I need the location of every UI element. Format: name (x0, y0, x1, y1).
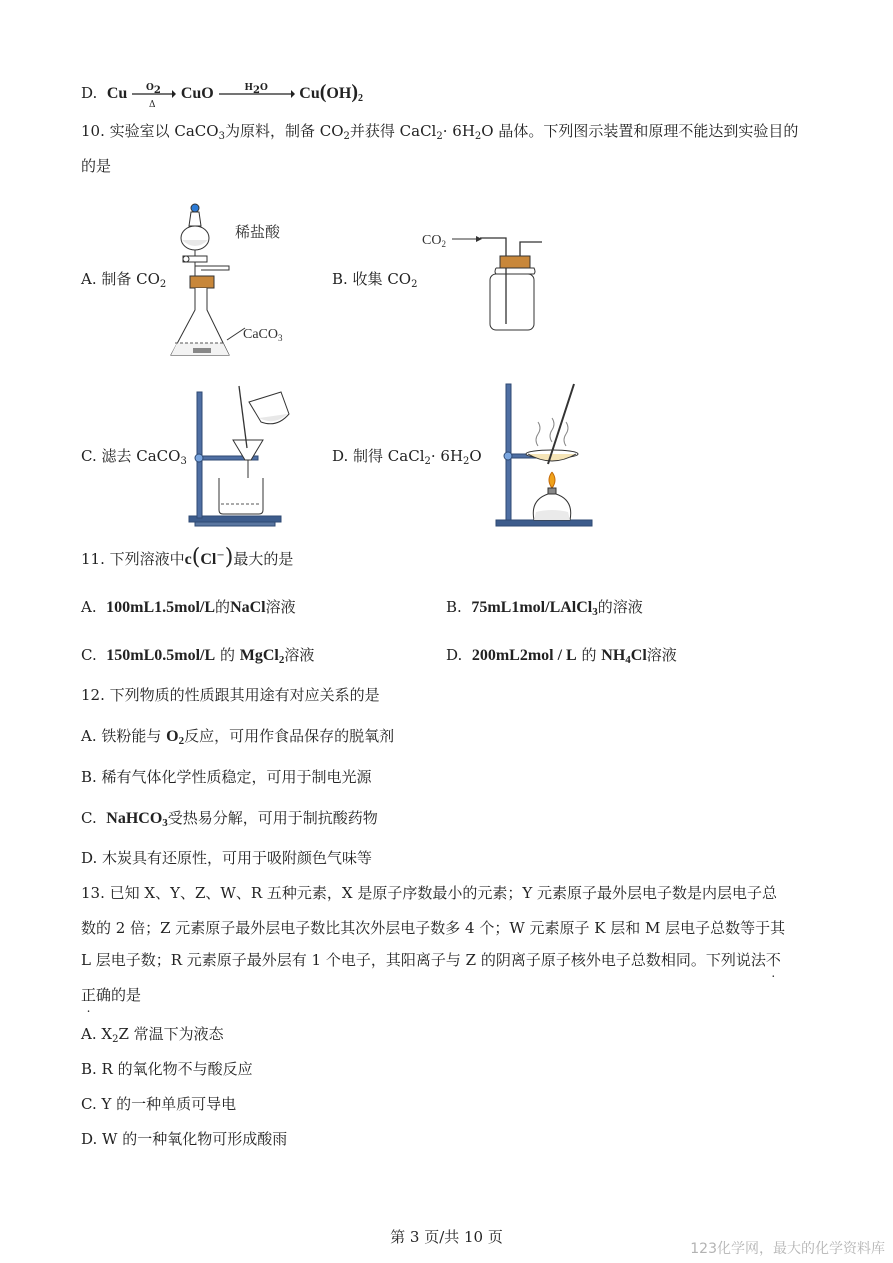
q12-option-a: A. 铁粉能与 $O_2$反应，可用作食品保存的脱氧剂 (81, 727, 395, 747)
option-label: D. (81, 84, 98, 102)
figure-a-co2-generator (165, 200, 305, 365)
q13-option-a: A. $X_2Z$ 常温下为液态 (81, 1025, 224, 1045)
reaction-arrow-o2: $O_2$ Δ (132, 84, 176, 104)
formula-cu: Cu (106, 85, 128, 102)
q9-option-d (81, 81, 363, 110)
q12-stem: 12. 下列物质的性质跟其用途有对应关系的是 (81, 686, 380, 704)
label-co2: $CO_2$ (422, 233, 446, 249)
label-dilute-hcl: 稀盐酸 (235, 224, 281, 241)
q12-option-b: B. 稀有气体化学性质稳定，可用于制电光源 (81, 768, 372, 786)
page-footer: 第 3 页/共 10 页 (390, 1228, 503, 1246)
q12-option-c: C. NaHCO$_3$受热易分解，可用于制抗酸药物 (81, 809, 378, 829)
q11-stem: 11. 下列溶液中c(Cl−)最大的是 (81, 545, 294, 570)
watermark: 123化学网，最大的化学资料库 (690, 1241, 885, 1257)
figure-d-evaporation (490, 380, 600, 530)
reaction-arrow-h2o: $H_2O$ (219, 84, 295, 104)
q13-stem-line2: 数的 2 倍；Z 元素原子最外层电子数比其次外层电子数多 4 个；W 元素原子 K 层和 M 层电子总数等于其 (81, 919, 786, 937)
q13-stem-line1: 13. 已知 X、Y、Z、W、R 五种元素，X 是原子序数最小的元素；Y 元素原子最外层电子数是内层电子总 (81, 884, 777, 902)
q11-option-c: C. 150mL0.5mol/L 的 MgCl$_2$溶液 (81, 646, 315, 666)
q10-stem-line1: 10. 实验室以 CaCO$_3$为原料，制备 $CO_2$并获得 CaCl$_2$· $6H_2O$ 晶体。下列图示装置和原理不能达到实验目的 (81, 122, 799, 142)
q13-option-c: C. Y 的一种单质可导电 (81, 1095, 237, 1113)
q12-option-d: D. 木炭具有还原性，可用于吸附颜色气味等 (81, 849, 373, 867)
q13-stem-line4: 正确的是 (81, 986, 142, 1004)
q10-stem-line2: 的是 (81, 157, 112, 175)
q11-option-a: A. 100mL1.5mol/L的NaCl溶液 (81, 598, 296, 616)
q10-option-a: A. 制备 $CO_2$ (81, 270, 167, 290)
formula-cu-oh-2: $Cu(OH)_2$ (299, 81, 363, 104)
q11-option-d: D. 200mL2mol / L 的 $NH_4Cl$溶液 (446, 646, 677, 666)
q10-option-c: C. 滤去 CaCO$_3$ (81, 447, 187, 467)
label-caco3: CaCO$_3$ (243, 327, 283, 343)
q13-stem-line3: L 层电子数；R 元素原子最外层有 1 个电子，其阳离子与 Z 的阴离子原子核外电子总数相同。下列说法不 (81, 951, 781, 969)
q11-option-b: B. 75mL1mol/LAlCl$_3$的溶液 (446, 598, 643, 618)
q13-option-b: B. R 的氧化物不与酸反应 (81, 1060, 253, 1078)
figure-b-gas-bottle (420, 224, 550, 336)
q13-option-d: D. W 的一种氧化物可形成酸雨 (81, 1130, 288, 1148)
q10-option-d: D. 制得 CaCl$_2$· $6H_2O$ (332, 447, 482, 467)
figure-c-filtration (185, 380, 295, 530)
formula-cuo: CuO (180, 85, 214, 102)
q10-option-b: B. 收集 $CO_2$ (332, 270, 418, 290)
